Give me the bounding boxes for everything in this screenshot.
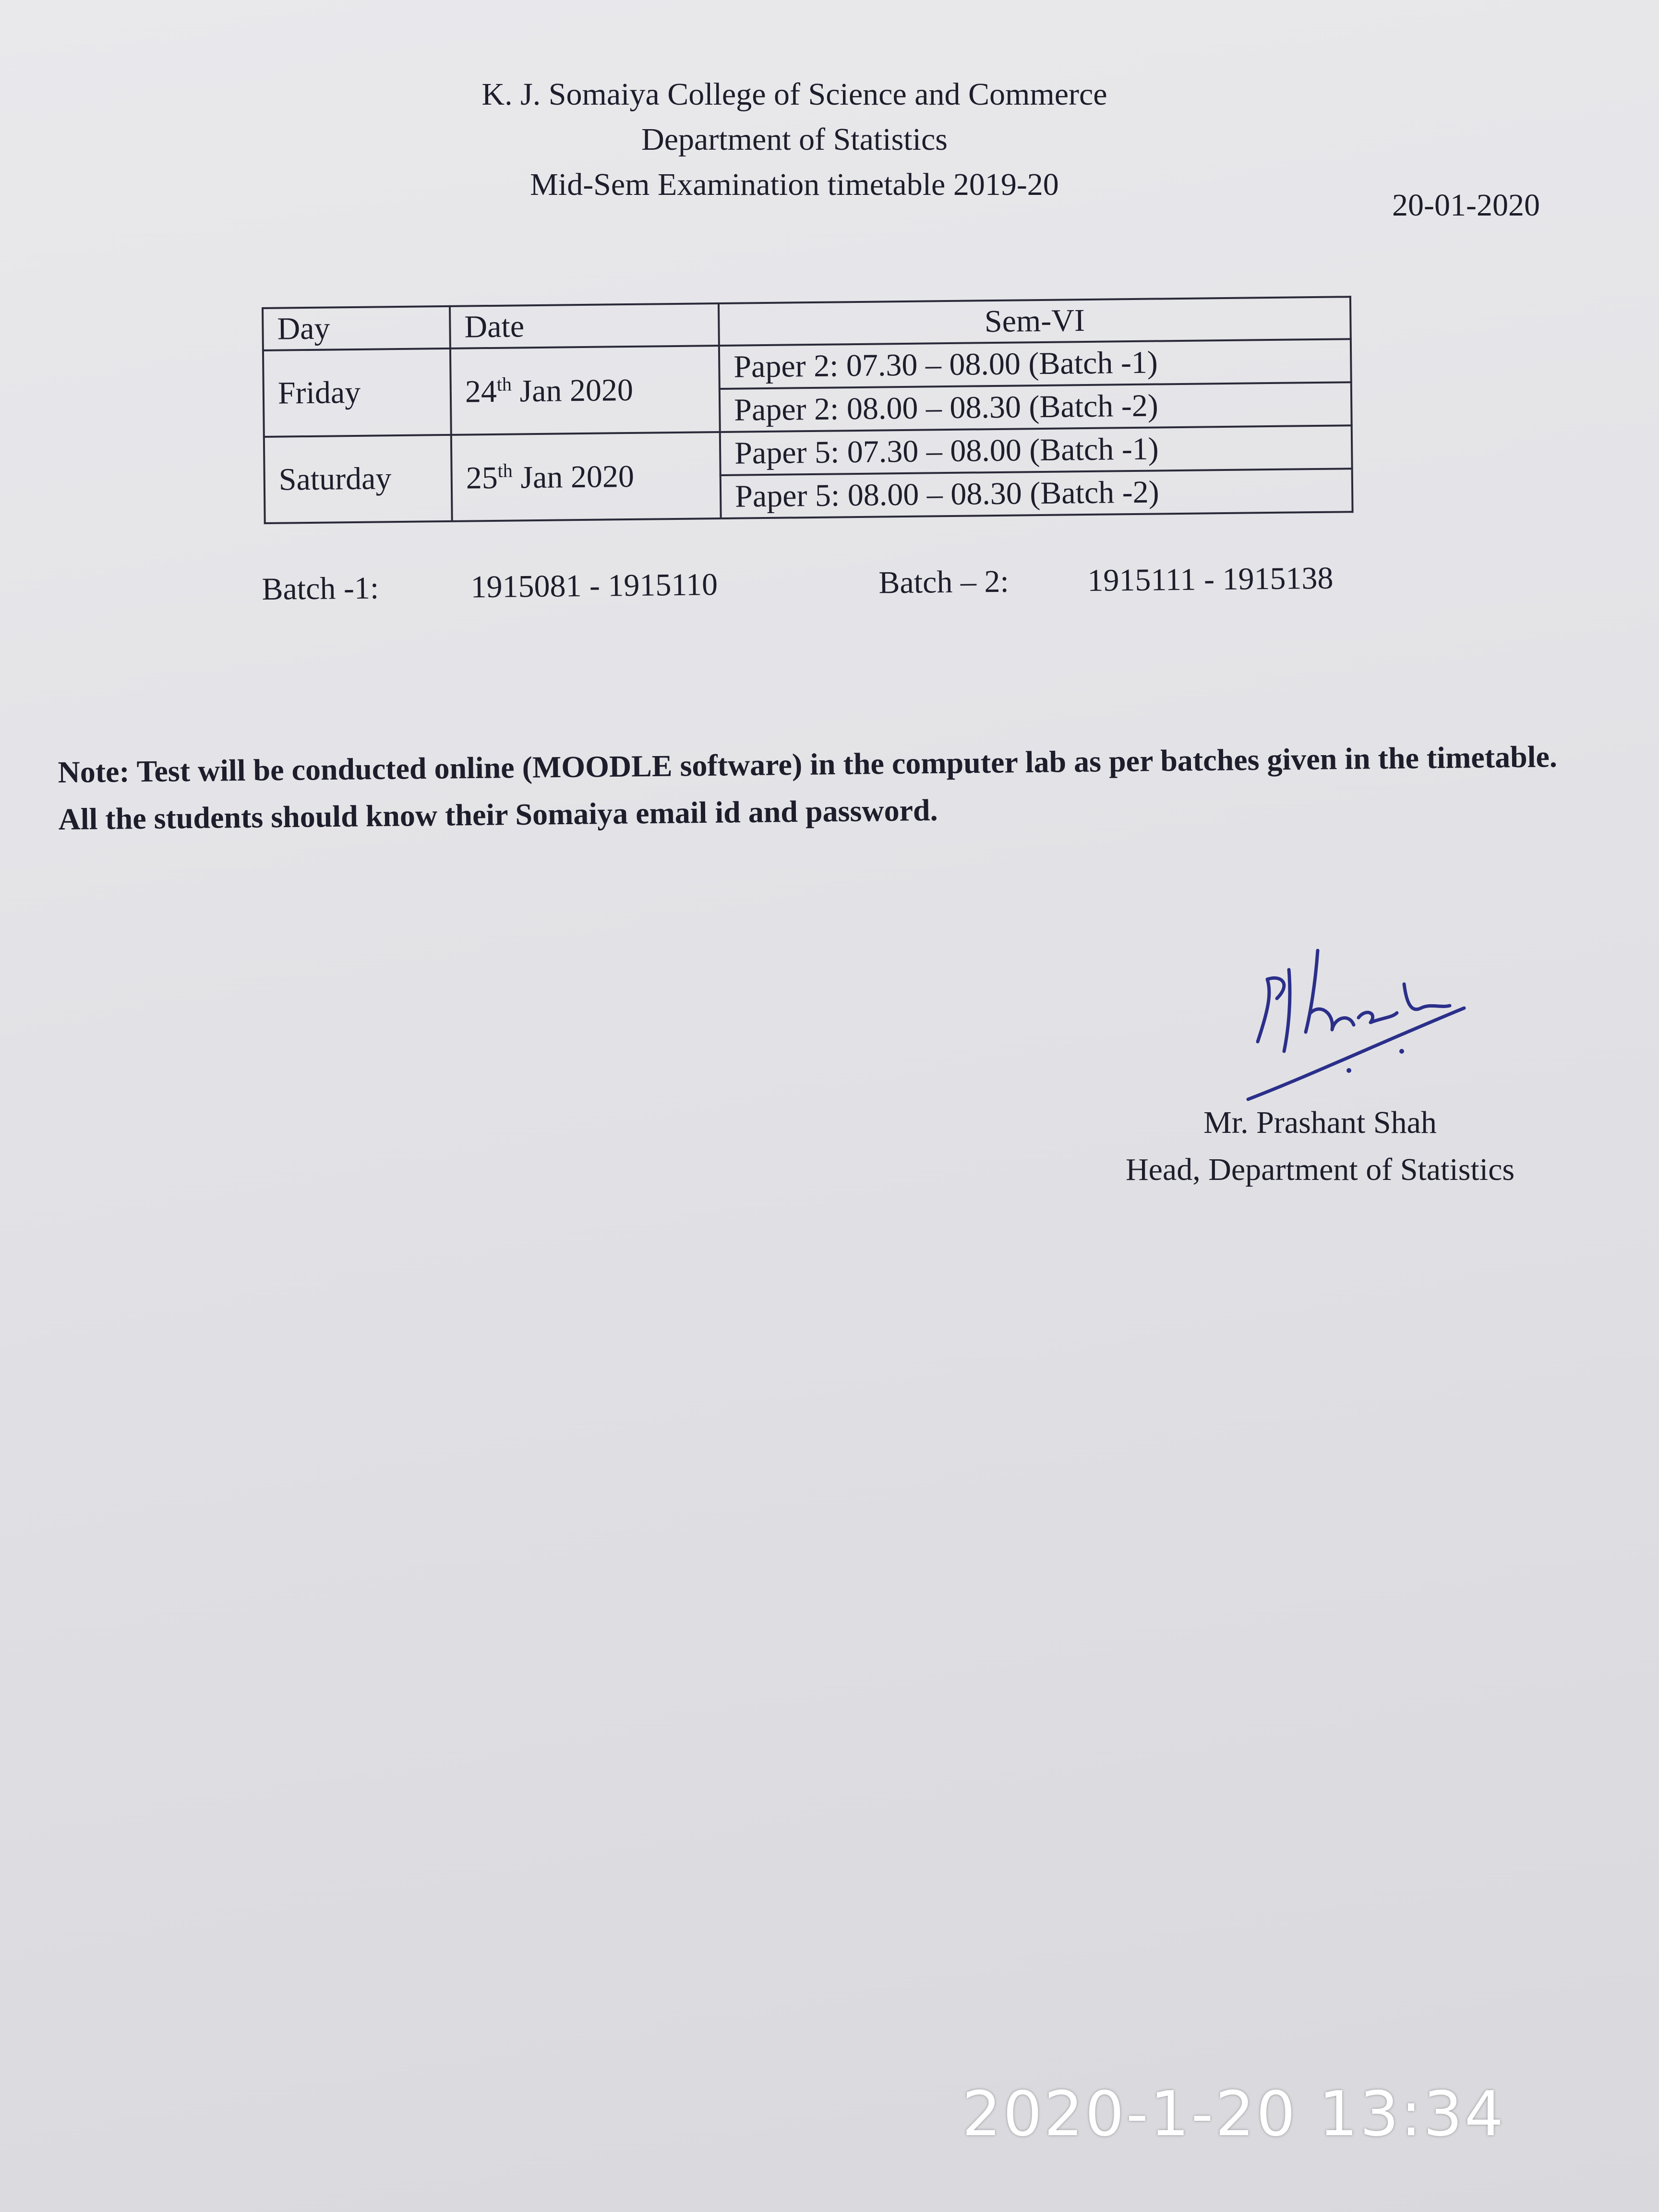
batch2-range: 1915111 - 1915138 <box>1087 560 1334 598</box>
signer-title: Head, Department of Statistics <box>1125 1152 1515 1187</box>
department-name: Department of Statistics <box>641 122 948 157</box>
photo-timestamp: 2020-1-20 13:34 <box>962 2079 1505 2150</box>
timetable-title: Mid-Sem Examination timetable 2019-20 <box>530 167 1059 202</box>
batch1-label: Batch -1: <box>262 570 379 607</box>
paper-slot: Paper 5: 08.00 – 08.30 (Batch -2) <box>721 469 1353 518</box>
header-day: Day <box>263 306 450 350</box>
paper-slot: Paper 5: 07.30 – 08.00 (Batch -1) <box>720 425 1352 475</box>
paper-slot: Paper 2: 07.30 – 08.00 (Batch -1) <box>719 339 1351 389</box>
document-date: 20-01-2020 <box>1392 188 1540 223</box>
batch1-range: 1915081 - 1915110 <box>470 567 718 605</box>
exam-timetable <box>262 296 1354 524</box>
signer-name: Mr. Prashant Shah <box>1203 1105 1437 1140</box>
header-sem: Sem-VI <box>719 297 1351 346</box>
handwritten-signature <box>1238 941 1469 1114</box>
row-day: Saturday <box>264 435 452 523</box>
signer-block <box>1080 1099 1560 1193</box>
batch-ranges <box>262 555 1366 607</box>
document-header <box>422 72 1166 207</box>
header-date: Date <box>450 303 719 349</box>
paper-slot: Paper 2: 08.00 – 08.30 (Batch -2) <box>720 382 1352 432</box>
batch2-label: Batch – 2: <box>878 564 1010 601</box>
exam-note: Note: Test will be conducted online (MOODLE software) in the computer lab as per batches given in the timetable. All the students should know their Somaiya email id and password. <box>58 739 1558 836</box>
row-date: 25th Jan 2020 <box>451 432 721 521</box>
row-day: Friday <box>263 349 451 437</box>
row-date: 24th Jan 2020 <box>450 346 720 435</box>
college-name: K. J. Somaiya College of Science and Commerce <box>481 77 1107 112</box>
